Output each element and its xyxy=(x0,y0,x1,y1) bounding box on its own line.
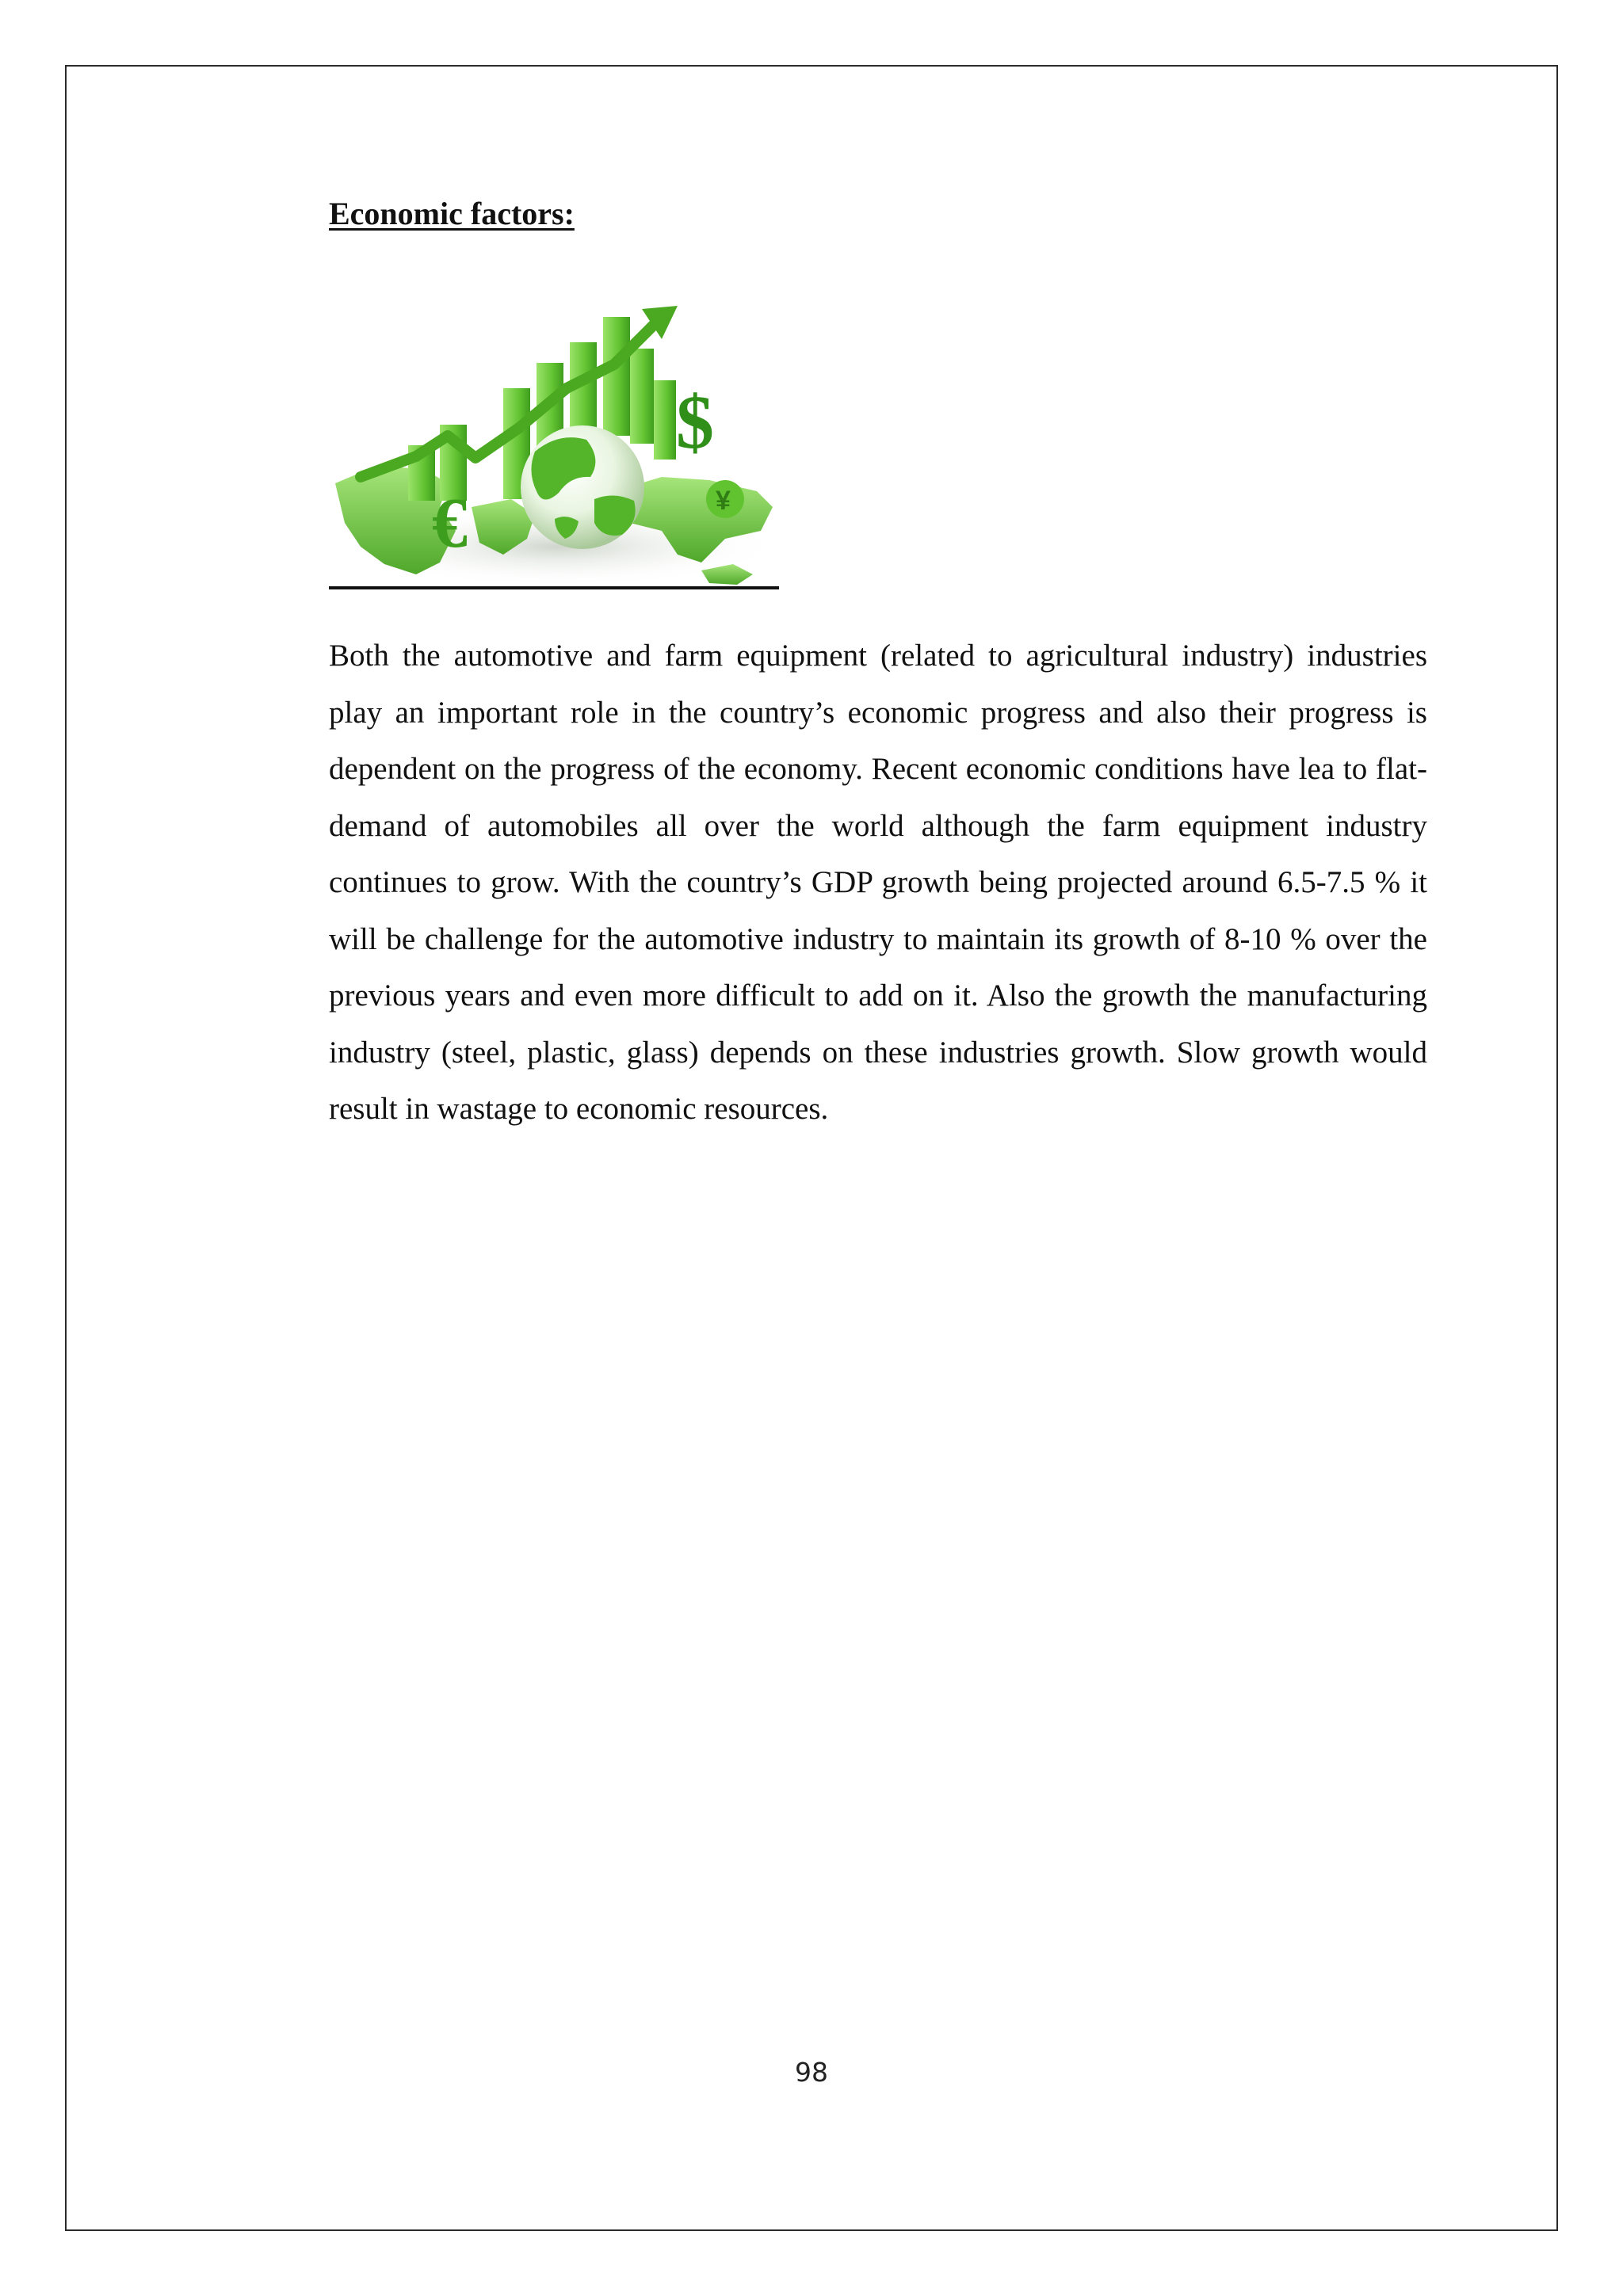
economy-globe-chart-icon xyxy=(329,269,779,588)
body-paragraph: Both the automotive and farm equipment (related to agricultural industry) industries play an important role in the country’s economic progress and also their progress is dependent on the progress of the economy. Recent economic conditions have lea to flat-demand of automobiles all over the world although the farm equipment industry continues to grow. With the country’s GDP growth being projected around 6.5-7.5 % it will be challenge for the automotive industry to maintain its growth of 8-10 % over the previous years and even more difficult to add on it. Also the growth the manufacturing industry (steel, plastic, glass) depends on these industries growth. Slow growth would result in wastage to economic resources. xyxy=(329,639,1427,1126)
figure-underline xyxy=(329,586,779,589)
page-number: 98 xyxy=(795,2057,828,2088)
svg-text:¥: ¥ xyxy=(716,486,731,516)
economy-illustration xyxy=(329,269,779,588)
svg-text:$: $ xyxy=(676,379,714,464)
page-border xyxy=(65,65,1558,2231)
svg-text:€: € xyxy=(432,484,468,563)
section-heading: Economic factors: xyxy=(329,196,575,231)
